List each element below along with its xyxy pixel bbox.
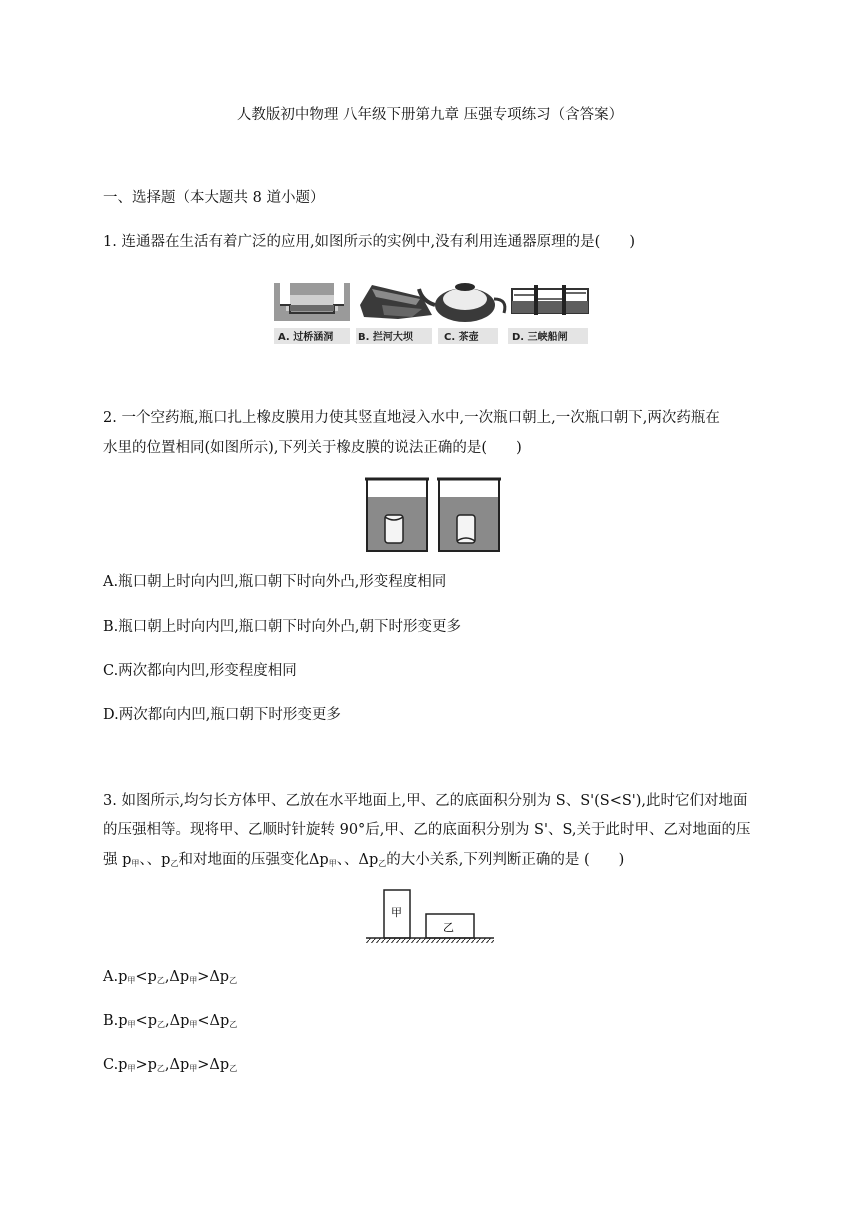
question-1-text: 1. 连通器在生活有着广泛的应用,如图所示的实例中,没有利用连通器原理的是( ) — [103, 234, 635, 250]
q1-label-c: C. 茶壶 — [444, 332, 479, 343]
culvert-illustration — [274, 281, 350, 321]
question-2-text-line2: 水里的位置相同(如图所示),下列关于橡皮膜的说法正确的是( ) — [103, 440, 522, 456]
question-2-text-line1: 2. 一个空药瓶,瓶口扎上橡皮膜用力使其竖直地浸入水中,一次瓶口朝上,一次瓶口朝下,两次药瓶在 — [103, 410, 720, 426]
q1-figure — [272, 275, 592, 347]
q1-label-a: A. 过桥涵洞 — [278, 332, 334, 343]
ship-lock-illustration — [512, 285, 588, 315]
beaker-right — [437, 479, 501, 551]
question-3-text-line3: 强 $p_甲$、、$p_乙$和对地面的压强变化$\Delta p_甲$、、$\Delta p_乙$的大小关系,下列判断正确的是 ( ) — [103, 852, 625, 868]
q3-option-b: $B.p_甲<p_乙,\Delta p_甲<\Delta p_乙$ — [103, 1013, 238, 1029]
q3-figure — [364, 886, 496, 944]
q3-option-c: $C.p_甲>p_乙,\Delta p_甲>\Delta p_乙$ — [103, 1057, 238, 1073]
beaker-left — [365, 479, 429, 551]
question-3-text-line1: 3. 如图所示,均匀长方体甲、乙放在水平地面上,甲、乙的底面积分别为 S、S'(S<S'),此时它们对地面 — [103, 793, 748, 809]
q1-label-d: D. 三峡船闸 — [512, 332, 568, 343]
q1-label-b: B. 拦河大坝 — [358, 332, 413, 343]
q2-option-c: C.两次都向内凹,形变程度相同 — [103, 663, 297, 679]
label-jia: 甲 — [391, 906, 402, 919]
q2-option-d: D.两次都向内凹,瓶口朝下时形变更多 — [103, 707, 341, 723]
section-heading: 一、选择题（本大题共 8 道小题） — [103, 190, 325, 206]
document-title: 人教版初中物理 八年级下册第九章 压强专项练习（含答案） — [236, 107, 624, 123]
q3-option-a: $A.p_甲<p_乙,\Delta p_甲>\Delta p_乙$ — [103, 969, 238, 985]
q2-figure — [365, 475, 505, 555]
teapot-illustration — [419, 283, 505, 322]
question-3-text-line2: 的压强相等。现将甲、乙顺时针旋转 90°后,甲、乙的底面积分别为 S'、S,关于此时甲、乙对地面的压 — [103, 822, 751, 838]
q2-option-b: B.瓶口朝上时向内凹,瓶口朝下时向外凸,朝下时形变更多 — [103, 619, 461, 635]
label-yi: 乙 — [443, 921, 454, 934]
q2-option-a: A.瓶口朝上时向内凹,瓶口朝下时向外凸,形变程度相同 — [103, 574, 447, 590]
